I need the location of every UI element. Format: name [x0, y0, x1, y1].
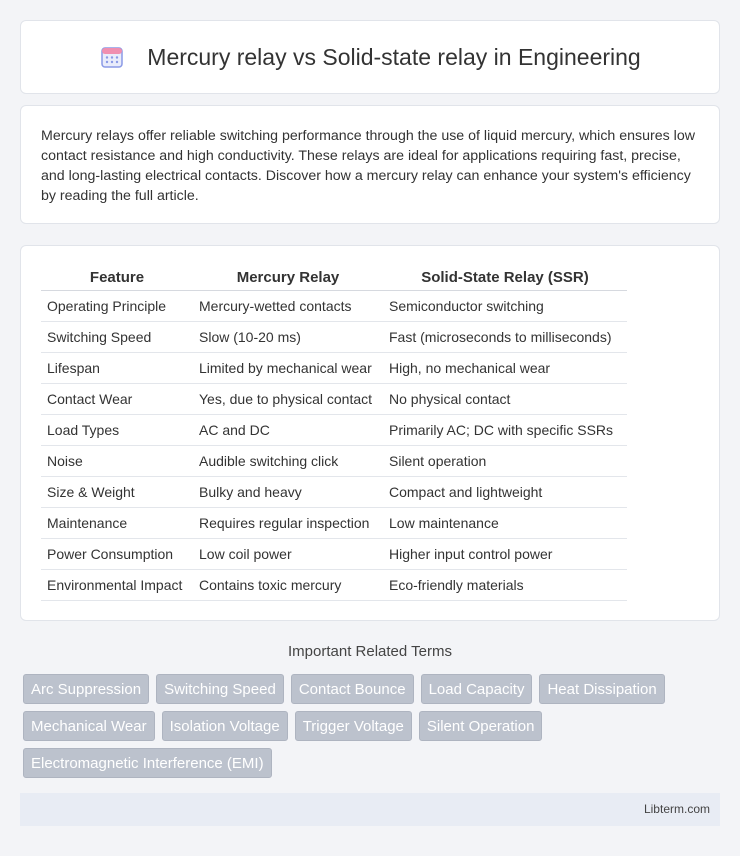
table-cell: Bulky and heavy	[193, 476, 383, 507]
related-term-tag[interactable]: Mechanical Wear	[23, 711, 155, 741]
header-solid-state-relay: Solid-State Relay (SSR)	[383, 266, 627, 290]
table-row	[41, 290, 627, 321]
intro-text: Mercury relays offer reliable switching performance through the use of liquid mercury, which ensures low contact resistance and high conductivity. These relays are ideal for applications requiring fast, precise, and long-lasting electrical contacts. Discover how a mercury relay can enhance your system's efficiency by reading the full article.	[41, 128, 695, 204]
table-row	[41, 507, 627, 538]
table-cell: Higher input control power	[383, 538, 627, 569]
table-cell: Silent operation	[383, 445, 627, 476]
table-cell: Compact and lightweight	[383, 476, 627, 507]
table-row	[41, 321, 627, 352]
header-card	[20, 20, 720, 94]
related-term-tag[interactable]: Contact Bounce	[291, 674, 414, 704]
header-feature: Feature	[41, 266, 193, 290]
table-cell: Mercury-wetted contacts	[193, 290, 383, 321]
table-cell: Size & Weight	[41, 476, 193, 507]
table-row	[41, 476, 627, 507]
table-cell: High, no mechanical wear	[383, 352, 627, 383]
table-cell: Low maintenance	[383, 507, 627, 538]
footer-site[interactable]: Libterm.com	[643, 802, 710, 816]
table-cell: Operating Principle	[41, 290, 193, 321]
table-cell: Noise	[41, 445, 193, 476]
table-cell: Load Types	[41, 414, 193, 445]
table-cell: Lifespan	[41, 352, 193, 383]
comparison-card	[20, 245, 720, 621]
related-terms-tags	[23, 674, 723, 778]
table-cell: Limited by mechanical wear	[193, 352, 383, 383]
table-cell: Yes, due to physical contact	[193, 383, 383, 414]
table-cell: Semiconductor switching	[383, 290, 627, 321]
table-row	[41, 445, 627, 476]
table-cell: Maintenance	[41, 507, 193, 538]
table-cell: Primarily AC; DC with specific SSRs	[383, 414, 627, 445]
table-header-row	[41, 266, 627, 290]
footer	[20, 793, 720, 826]
table-cell: Eco-friendly materials	[383, 569, 627, 600]
header-mercury-relay: Mercury Relay	[193, 266, 383, 290]
related-term-tag[interactable]: Trigger Voltage	[295, 711, 412, 741]
related-term-tag[interactable]: Isolation Voltage	[162, 711, 288, 741]
related-terms-title: Important Related Terms	[288, 643, 452, 660]
table-cell: Contains toxic mercury	[193, 569, 383, 600]
table-body	[41, 290, 627, 600]
table-row	[41, 352, 627, 383]
related-term-tag[interactable]: Arc Suppression	[23, 674, 149, 704]
table-cell: Power Consumption	[41, 538, 193, 569]
table-row	[41, 538, 627, 569]
table-cell: Fast (microseconds to milliseconds)	[383, 321, 627, 352]
table-cell: No physical contact	[383, 383, 627, 414]
table-cell: Switching Speed	[41, 321, 193, 352]
table-cell: Requires regular inspection	[193, 507, 383, 538]
table-cell: AC and DC	[193, 414, 383, 445]
table-cell: Slow (10-20 ms)	[193, 321, 383, 352]
table-cell: Low coil power	[193, 538, 383, 569]
related-term-tag[interactable]: Heat Dissipation	[539, 674, 664, 704]
comparison-table	[41, 266, 627, 601]
table-cell: Audible switching click	[193, 445, 383, 476]
table-cell: Environmental Impact	[41, 569, 193, 600]
related-term-tag[interactable]: Silent Operation	[419, 711, 543, 741]
table-row	[41, 414, 627, 445]
calendar-icon	[99, 44, 125, 70]
intro-card	[20, 105, 720, 224]
table-cell: Contact Wear	[41, 383, 193, 414]
related-term-tag[interactable]: Electromagnetic Interference (EMI)	[23, 748, 272, 778]
related-term-tag[interactable]: Load Capacity	[421, 674, 533, 704]
related-term-tag[interactable]: Switching Speed	[156, 674, 284, 704]
table-row	[41, 569, 627, 600]
table-row	[41, 383, 627, 414]
page-title: Mercury relay vs Solid-state relay in Engineering	[147, 43, 641, 70]
